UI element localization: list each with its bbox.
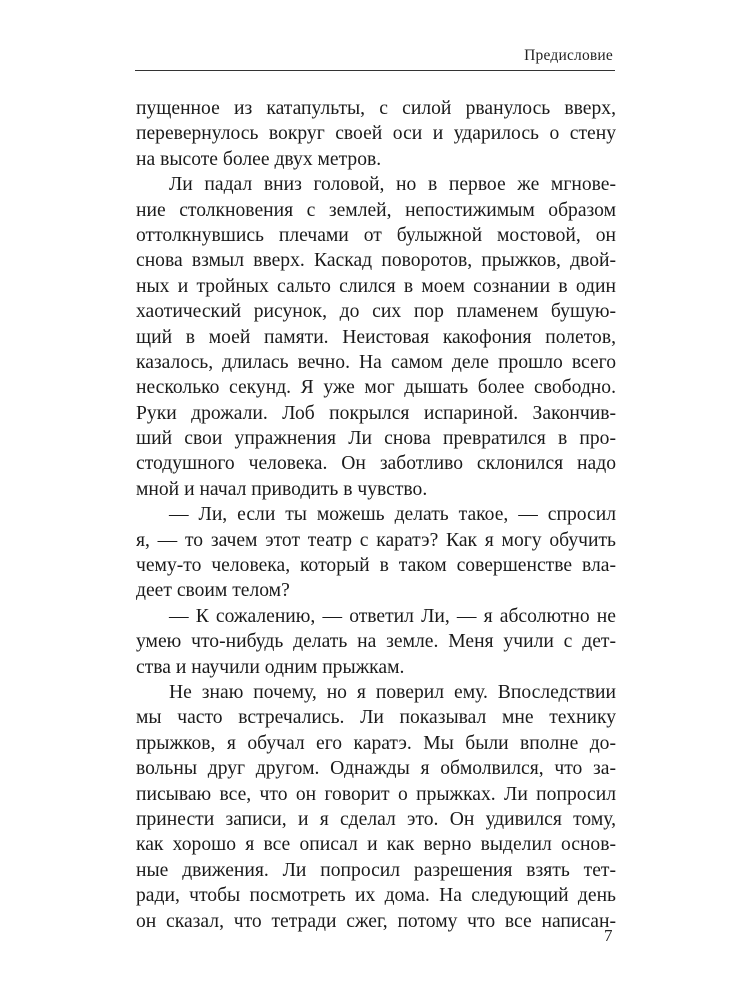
text-line: вольны друг другом. Однажды я обмолвился, что за- <box>136 758 616 780</box>
text-line: мной и начал приводить в чувство. <box>136 478 428 500</box>
text-line: я, — то зачем этот театр с каратэ? Как я могу обучить <box>136 529 616 551</box>
text-line: мы часто встречались. Ли показывал мне технику <box>136 707 616 729</box>
page-number: 7 <box>604 926 613 945</box>
text-line: как хорошо я все описал и как верно выделил основ- <box>136 834 616 856</box>
text-line: оттолкнувшись плечами от булыжной мостовой, он <box>136 224 616 246</box>
text-line: ные движения. Ли попросил разрешения взять тет- <box>136 859 616 881</box>
text-line: на высоте более двух метров. <box>136 148 382 170</box>
text-line: хаотический рисунок, до сих пор пламенем бушую- <box>136 301 616 323</box>
text-line: Ли падал вниз головой, но в первое же мгнове- <box>169 174 616 196</box>
text-line: прыжков, я обучал его каратэ. Мы были вполне до- <box>136 732 616 754</box>
body-text <box>136 96 616 934</box>
text-line: ради, чтобы посмотреть их дома. На следующий день <box>136 885 616 907</box>
running-header: Предисловие <box>524 47 613 64</box>
text-line: ние столкновения с землей, непостижимым образом <box>136 199 616 221</box>
text-line: ший свои упражнения Ли снова превратился в про- <box>136 428 616 450</box>
text-line: ных и тройных сальто слился в моем сознании в один <box>136 275 616 297</box>
text-line: деет своим телом? <box>136 580 290 602</box>
text-line: снова взмыл вверх. Каскад поворотов, прыжков, двой- <box>136 250 616 272</box>
text-line: перевернулось вокруг своей оси и ударилось о стену <box>136 123 616 145</box>
text-line: — К сожалению, — ответил Ли, — я абсолютно не <box>169 605 616 627</box>
text-line: стодушного человека. Он заботливо склонился надо <box>136 453 616 475</box>
text-line: чему-то человека, который в таком совершенстве вла- <box>136 555 616 577</box>
header-rule <box>135 70 615 71</box>
text-line: щий в моей памяти. Неистовая какофония полетов, <box>136 326 616 348</box>
text-line: Руки дрожали. Лоб покрылся испариной. Закончив- <box>136 402 616 424</box>
text-line: несколько секунд. Я уже мог дышать более свободно. <box>136 377 616 399</box>
text-line: Не знаю почему, но я поверил ему. Впоследствии <box>169 681 616 703</box>
text-line: принести записи, и я сделал это. Он удивился тому, <box>136 808 616 830</box>
text-line: он сказал, что тетради сжег, потому что все написан- <box>136 910 616 932</box>
text-line: казалось, длилась вечно. На самом деле прошло всего <box>136 351 616 373</box>
text-line: умею что-нибудь делать на земле. Меня учили с дет- <box>136 631 616 653</box>
text-line: — Ли, если ты можешь делать такое, — спросил <box>169 504 616 526</box>
text-line: пущенное из катапульты, с силой рванулось вверх, <box>136 98 616 119</box>
text-line: писываю все, что он говорит о прыжках. Ли попросил <box>136 783 616 805</box>
text-line: ства и научили одним прыжкам. <box>136 656 405 678</box>
